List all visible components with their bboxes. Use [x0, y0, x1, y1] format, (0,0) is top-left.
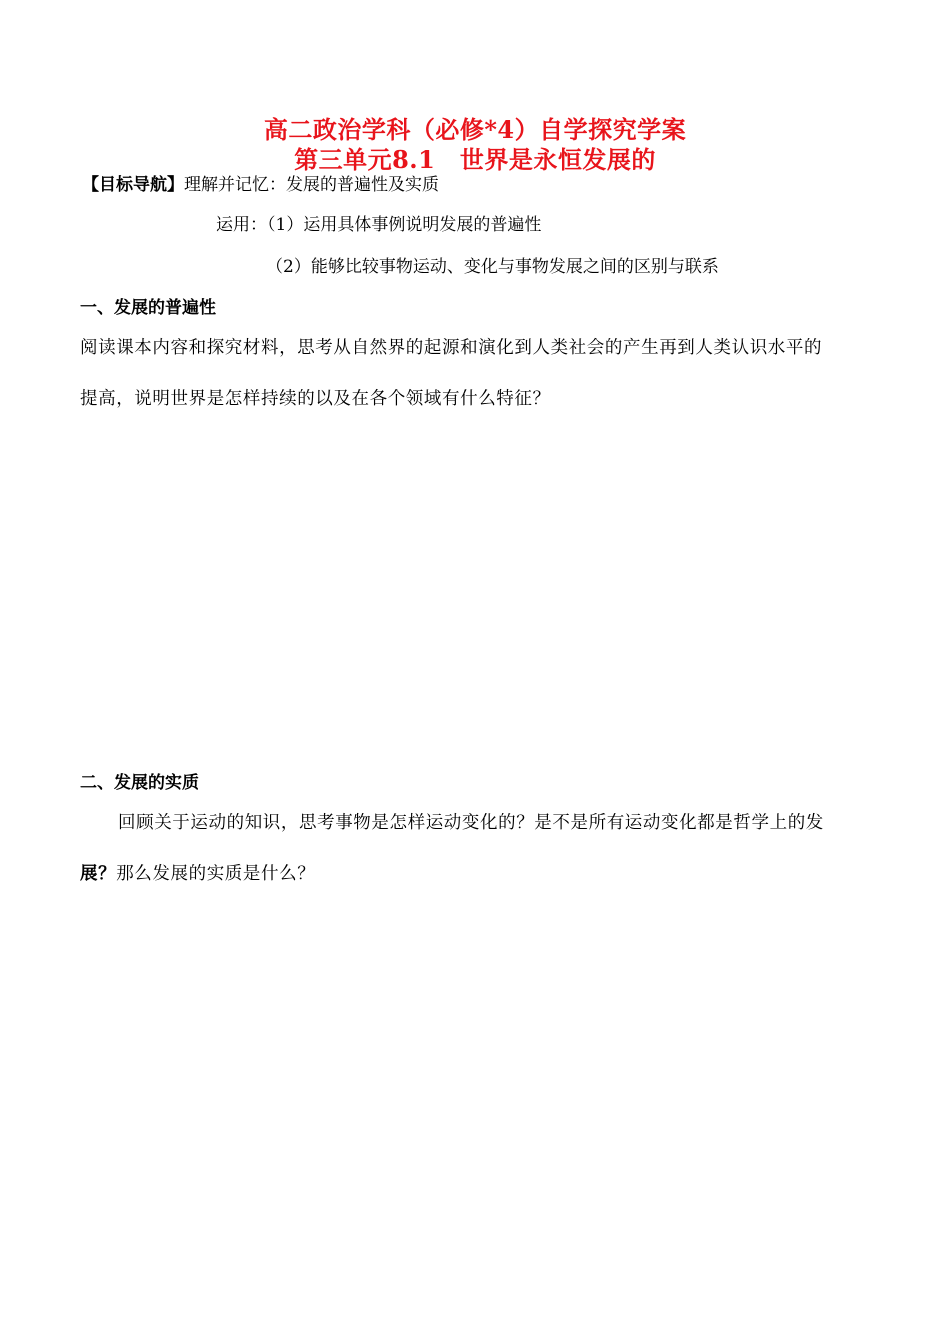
title-line-1: 高二政治学科（必修*4）自学探究学案	[263, 115, 687, 144]
section-2-line-1: 回顾关于运动的知识，思考事物是怎样运动变化的？是不是所有运动变化都是哲学上的发	[118, 813, 824, 833]
target-apply-1: 运用：（1）运用具体事例说明发展的普遍性	[216, 215, 542, 235]
section-2-line-2-bold: 展？	[80, 864, 117, 884]
section-2-line-2-rest: 那么发展的实质是什么？	[116, 864, 316, 884]
section-2-line-2	[80, 849, 880, 900]
target-apply-2: （2）能够比较事物运动、变化与事物发展之间的区别与联系	[266, 257, 719, 277]
target-memory-text: 理解并记忆：发展的普遍性及实质	[184, 175, 439, 195]
section-2-heading: 二、发展的实质	[80, 773, 199, 793]
title-line-2: 第三单元8.1 世界是永恒发展的	[294, 145, 656, 174]
section-1-line-2: 提高，说明世界是怎样持续的以及在各个领域有什么特征？	[80, 389, 551, 409]
section-2-paragraph	[80, 798, 880, 900]
section-1-line-1: 阅读课本内容和探究材料，思考从自然界的起源和演化到人类社会的产生再到人类认识水平的	[80, 338, 823, 358]
section-1-heading: 一、发展的普遍性	[80, 298, 216, 318]
target-navigation-row	[82, 174, 439, 196]
section-1-paragraph	[80, 323, 880, 425]
target-navigation-label: 【目标导航】	[82, 175, 184, 195]
